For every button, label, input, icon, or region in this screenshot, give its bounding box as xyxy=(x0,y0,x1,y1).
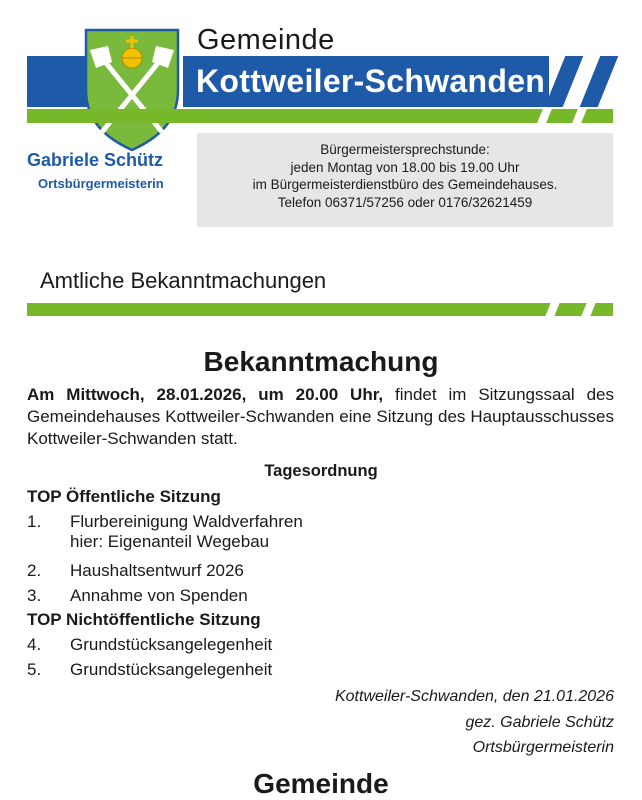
signature-place-date: Kottweiler-Schwanden, den 21.01.2026 xyxy=(334,688,614,705)
agenda-item-number: 4. xyxy=(27,635,42,654)
agenda-item xyxy=(27,660,587,680)
notice-date-time: Am Mittwoch, 28.01.2026, um 20.00 Uhr, xyxy=(27,385,384,404)
agenda-item-text: Haushaltsentwurf 2026 xyxy=(70,561,244,580)
coat-of-arms-icon xyxy=(84,28,180,152)
agenda-item-detail: hier: Eigenanteil Wegebau xyxy=(70,532,270,551)
agenda-item-text: Flurbereinigung Waldverfahren xyxy=(70,512,303,531)
agenda-item-number: 2. xyxy=(27,561,42,580)
agenda-item-number: 1. xyxy=(27,512,42,531)
notice-intro-text: findet im Sitzungssaal des Gemeindehauses Kottweiler-Schwanden eine Sitzung des Hauptausschusses Kottweiler-Schwanden statt. xyxy=(27,385,615,448)
signature-role: Ortsbürgermeisterin xyxy=(472,739,614,756)
office-hours-line: jeden Montag von 18.00 bis 19.00 Uhr xyxy=(290,159,520,175)
section-title: Amtliche Bekanntmachungen xyxy=(40,268,327,293)
mayor-name: Gabriele Schütz xyxy=(27,150,164,170)
next-section-partial-title: Gemeinde xyxy=(253,768,389,799)
private-session-heading: TOP Nichtöffentliche Sitzung xyxy=(27,610,261,629)
header-blue-bar-left xyxy=(27,56,87,107)
agenda-item-number: 3. xyxy=(27,586,42,605)
agenda-item xyxy=(27,512,587,552)
office-hours-box xyxy=(197,133,613,227)
municipality-name: Kottweiler-Schwanden xyxy=(196,63,546,99)
agenda-item xyxy=(27,586,587,606)
agenda-item xyxy=(27,635,587,655)
office-hours-phone: Telefon 06371/57256 oder 0176/32621459 xyxy=(277,194,533,210)
section-green-line xyxy=(27,303,613,316)
agenda-item xyxy=(27,561,587,581)
notice-heading: Bekanntmachung xyxy=(203,346,439,377)
agenda-item-text: Grundstücksangelegenheit xyxy=(70,660,273,679)
public-session-heading: TOP Öffentliche Sitzung xyxy=(27,487,221,506)
municipality-label: Gemeinde xyxy=(197,24,335,56)
signature-signed: gez. Gabriele Schütz xyxy=(465,714,614,731)
office-hours-line: Bürgermeistersprechstunde: xyxy=(320,142,490,157)
header-stripe-1 xyxy=(545,56,584,107)
agenda-item-text: Annahme von Spenden xyxy=(70,586,248,605)
mayor-title: Ortsbürgermeisterin xyxy=(38,176,164,191)
agenda-heading: Tagesordnung xyxy=(264,462,378,480)
header-green-line xyxy=(27,109,613,123)
notice-intro xyxy=(27,384,614,450)
office-hours-line: im Bürgermeisterdienstbüro des Gemeindehauses. xyxy=(252,177,558,192)
agenda-item-text: Grundstücksangelegenheit xyxy=(70,635,273,654)
agenda-item-number: 5. xyxy=(27,660,42,679)
header-stripe-2 xyxy=(580,56,619,107)
